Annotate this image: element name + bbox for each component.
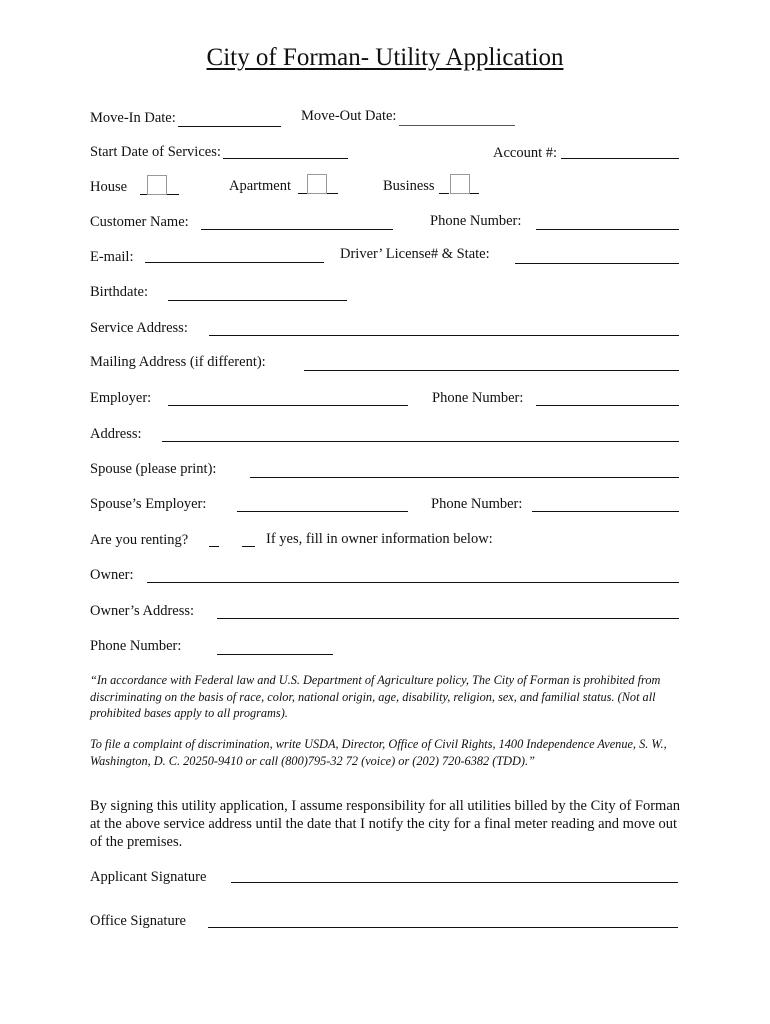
nondiscrimination-statement: “In accordance with Federal law and U.S. Department of Agriculture policy, The City of Forman is prohibited from discriminating on the basis of race, color, national origin, age, disability, religion, sex, and familial status. (Not all prohibited bases apply to all programs).: [90, 673, 661, 720]
employer-phone-field[interactable]: [536, 405, 679, 406]
business-label: Business: [383, 178, 435, 194]
drivers-license-field[interactable]: [515, 263, 679, 264]
drivers-license-label: Driver’ License# & State:: [340, 246, 490, 262]
phone-number-field[interactable]: [536, 229, 679, 230]
move-in-date-label: Move-In Date:: [90, 110, 176, 126]
spouse-label: Spouse (please print):: [90, 461, 217, 477]
business-checkbox[interactable]: [450, 174, 470, 194]
customer-name-field[interactable]: [201, 229, 393, 230]
birthdate-field[interactable]: [168, 300, 347, 301]
address-field[interactable]: [162, 441, 679, 442]
office-signature-field[interactable]: [208, 927, 678, 928]
customer-name-label: Customer Name:: [90, 214, 189, 230]
start-date-label: Start Date of Services:: [90, 144, 221, 160]
move-out-date-field[interactable]: [399, 125, 515, 126]
birthdate-label: Birthdate:: [90, 284, 148, 300]
spouse-employer-label: Spouse’s Employer:: [90, 496, 207, 512]
owner-address-label: Owner’s Address:: [90, 603, 195, 619]
spouse-field[interactable]: [250, 477, 679, 478]
employer-label: Employer:: [90, 390, 152, 406]
agreement-text: By signing this utility application, I assume responsibility for all utilities billed by the City of Forman at the above service address until the date that I notify the city for a final meter reading and move out of the premises.: [90, 798, 681, 850]
house-underscore: [167, 194, 179, 195]
owner-address-field[interactable]: [217, 618, 679, 619]
account-field[interactable]: [561, 158, 679, 159]
office-signature-label: Office Signature: [90, 913, 186, 929]
applicant-signature-label: Applicant Signature: [90, 869, 207, 885]
house-checkbox[interactable]: [147, 175, 167, 195]
service-address-field[interactable]: [209, 335, 679, 336]
page-title: City of Forman- Utility Application: [206, 44, 564, 71]
complaint-instructions: To file a complaint of discrimination, write USDA, Director, Office of Civil Rights, 1400 Independence Avenue, S. W., Washington, D. C. 20250-9410 or call (800)795-32 72 (voice) or (202) 720-6382 (TDD).”: [90, 737, 667, 768]
account-label: Account #:: [493, 145, 558, 161]
spouse-phone-field[interactable]: [532, 511, 679, 512]
apartment-label: Apartment: [229, 178, 292, 194]
owner-phone-field[interactable]: [217, 654, 333, 655]
service-address-label: Service Address:: [90, 320, 188, 336]
email-label: E-mail:: [90, 249, 134, 265]
owner-phone-label: Phone Number:: [90, 638, 182, 654]
phone-number-label: Phone Number:: [430, 213, 522, 229]
move-in-date-field[interactable]: [178, 126, 281, 127]
business-underscore: [439, 193, 449, 194]
renting-no-field[interactable]: [242, 546, 255, 547]
address-label: Address:: [90, 426, 142, 442]
move-out-date-label: Move-Out Date:: [301, 108, 397, 124]
business-underscore: [470, 193, 479, 194]
email-field[interactable]: [145, 262, 324, 263]
renting-yes-field[interactable]: [209, 546, 219, 547]
mailing-address-field[interactable]: [304, 370, 679, 371]
start-date-field[interactable]: [223, 158, 348, 159]
apartment-checkbox[interactable]: [307, 174, 327, 194]
employer-field[interactable]: [168, 405, 408, 406]
owner-field[interactable]: [147, 582, 679, 583]
employer-phone-label: Phone Number:: [432, 390, 524, 406]
spouse-employer-field[interactable]: [237, 511, 408, 512]
apartment-underscore: [327, 193, 338, 194]
spouse-phone-label: Phone Number:: [431, 496, 523, 512]
mailing-address-label: Mailing Address (if different):: [90, 354, 266, 370]
applicant-signature-field[interactable]: [231, 882, 678, 883]
owner-label: Owner:: [90, 567, 134, 583]
renting-note: If yes, fill in owner information below:: [266, 531, 493, 547]
apartment-underscore: [298, 193, 307, 194]
renting-label: Are you renting?: [90, 532, 189, 548]
house-label: House: [90, 179, 128, 195]
